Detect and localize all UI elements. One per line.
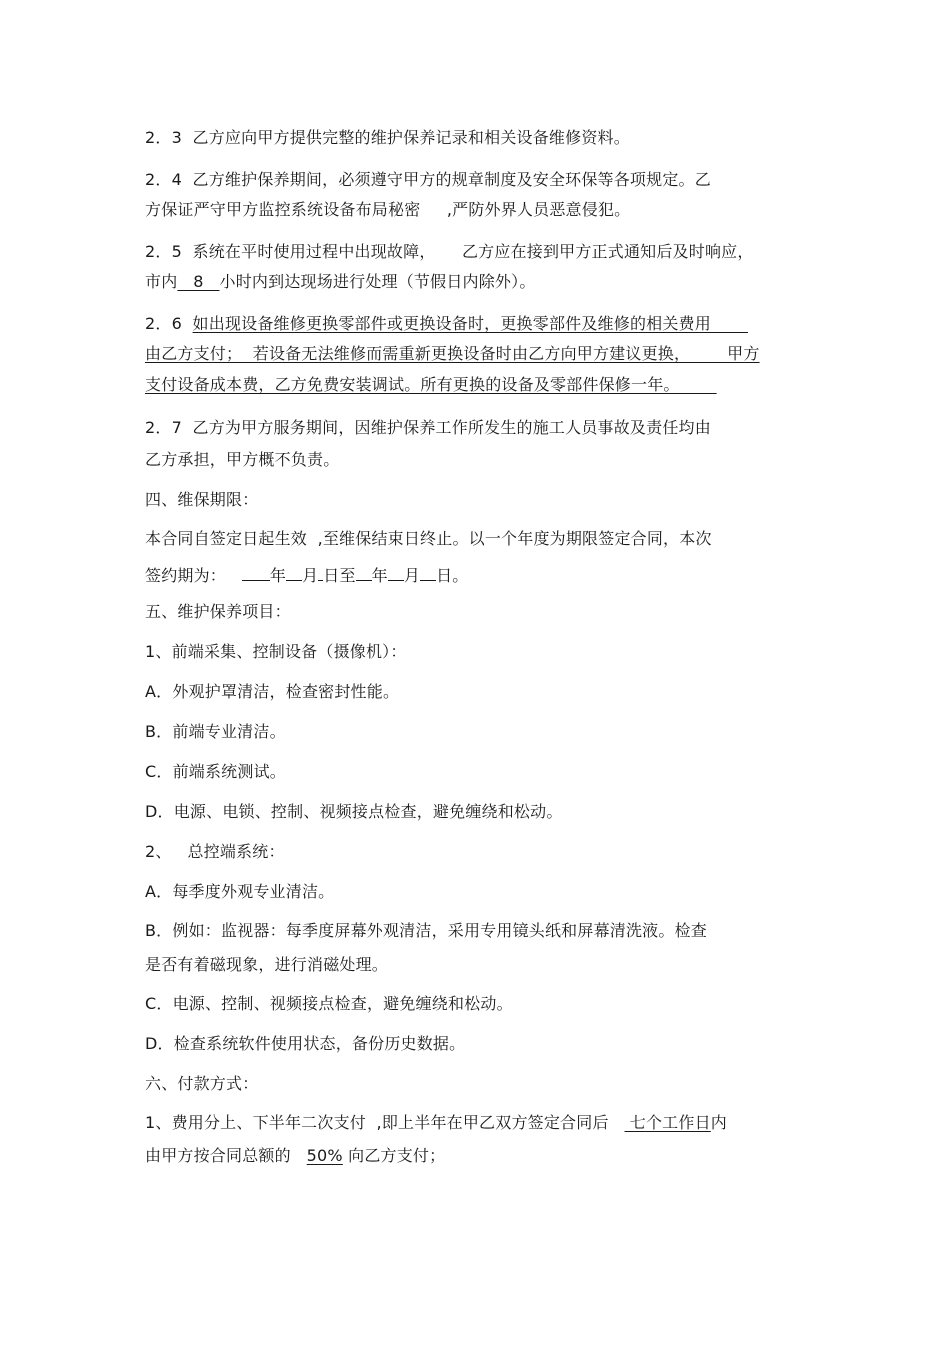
start-month-blank bbox=[286, 563, 302, 581]
clause-2-6-text1: 如出现设备维修更换零部件或更换设备时，更换零部件及维修的相关费用 bbox=[192, 314, 748, 333]
clause-2-4-line1: 2．4 乙方维护保养期间，必须遵守甲方的规章制度及安全环保等各项规定。乙 bbox=[145, 170, 711, 189]
section-5-item2-a: A．每季度外观专业清洁。 bbox=[145, 882, 335, 901]
section-4-line1: 本合同自签定日起生效 ,至维保结束日终止。以一个年度为期限签定合同，本次 bbox=[145, 529, 712, 548]
section-6-heading: 六、付款方式： bbox=[145, 1074, 259, 1093]
clause-2-7-line2: 乙方承担，甲方概不负责。 bbox=[145, 450, 340, 469]
end-day-blank bbox=[420, 563, 436, 581]
clause-2-4-line2: 方保证严守甲方监控系统设备布局秘密 ,严防外界人员恶意侵犯。 bbox=[145, 200, 631, 219]
section-5-item1: 1、前端采集、控制设备（摄像机）： bbox=[145, 642, 407, 661]
section-5-item2-c: C．电源、控制、视频接点检查，避免缠绕和松动。 bbox=[145, 994, 513, 1013]
section-5-heading: 五、维护保养项目： bbox=[145, 602, 291, 621]
start-year-blank bbox=[242, 563, 270, 581]
end-month-blank bbox=[388, 563, 404, 581]
clause-2-5-prefix: 市内 bbox=[145, 272, 178, 291]
section-5-item2-d: D．检查系统软件使用状态，备份历史数据。 bbox=[145, 1034, 466, 1053]
clause-2-3: 2．3 乙方应向甲方提供完整的维护保养记录和相关设备维修资料。 bbox=[145, 128, 630, 147]
payment-text2: 内 bbox=[710, 1113, 727, 1132]
end-year-label: 年 bbox=[371, 566, 388, 585]
payment-text4: 向乙方支付； bbox=[342, 1146, 446, 1165]
section-4-line2 bbox=[145, 563, 468, 586]
start-year-label: 年 bbox=[269, 566, 287, 585]
clause-2-5-line1: 2．5 系统在平时使用过程中出现故障， 乙方应在接到甲方正式通知后及时响应， bbox=[145, 242, 754, 261]
clause-2-6-line3: 支付设备成本费，乙方免费安装调试。所有更换的设备及零部件保修一年。 bbox=[145, 375, 717, 394]
clause-2-5-suffix: 小时内到达现场进行处理（节假日内除外）。 bbox=[219, 272, 536, 291]
payment-percent: 50% bbox=[306, 1146, 343, 1165]
clause-2-6-number: 2．6 bbox=[145, 314, 193, 333]
payment-days: 七个工作日 bbox=[624, 1113, 711, 1132]
end-year-blank bbox=[356, 563, 372, 581]
clause-2-6-line1 bbox=[145, 314, 748, 334]
term-label: 签约期为： bbox=[145, 566, 242, 585]
section-5-item2-b-line2: 是否有着磁现象，进行消磁处理。 bbox=[145, 955, 389, 974]
clause-2-7-line1: 2．7 乙方为甲方服务期间，因维护保养工作所发生的施工人员事故及责任均由 bbox=[145, 418, 711, 437]
section-5-item1-d: D．电源、电锁、控制、视频接点检查，避免缠绕和松动。 bbox=[145, 802, 563, 821]
section-5-item2: 2、 总控端系统： bbox=[145, 842, 285, 861]
response-hours: 8 bbox=[177, 272, 220, 291]
clause-2-5-line2 bbox=[145, 272, 536, 292]
start-month-label: 月 bbox=[302, 566, 319, 585]
section-6-item1-line2 bbox=[145, 1146, 445, 1166]
section-5-item1-c: C．前端系统测试。 bbox=[145, 762, 286, 781]
end-month-label: 月 bbox=[403, 566, 421, 585]
section-5-item1-b: B．前端专业清洁。 bbox=[145, 722, 286, 741]
section-6-item1-line1 bbox=[145, 1113, 727, 1133]
end-day-label: 日。 bbox=[436, 566, 469, 585]
section-5-item2-b-line1: B．例如：监视器：每季度屏幕外观清洁，采用专用镜头纸和屏幕清洗液。检查 bbox=[145, 921, 707, 940]
start-day-label: 日至 bbox=[323, 566, 356, 585]
section-5-item1-a: A．外观护罩清洁，检查密封性能。 bbox=[145, 682, 400, 701]
payment-text1: 1、费用分上、下半年二次支付 ,即上半年在甲乙双方签定合同后 bbox=[145, 1113, 625, 1132]
clause-2-6-line2: 由乙方支付； 若设备无法维修而需重新更换设备时由乙方向甲方建议更换， 甲方 bbox=[145, 344, 760, 363]
payment-text3: 由甲方按合同总额的 bbox=[145, 1146, 307, 1165]
section-4-heading: 四、维保期限： bbox=[145, 490, 259, 509]
